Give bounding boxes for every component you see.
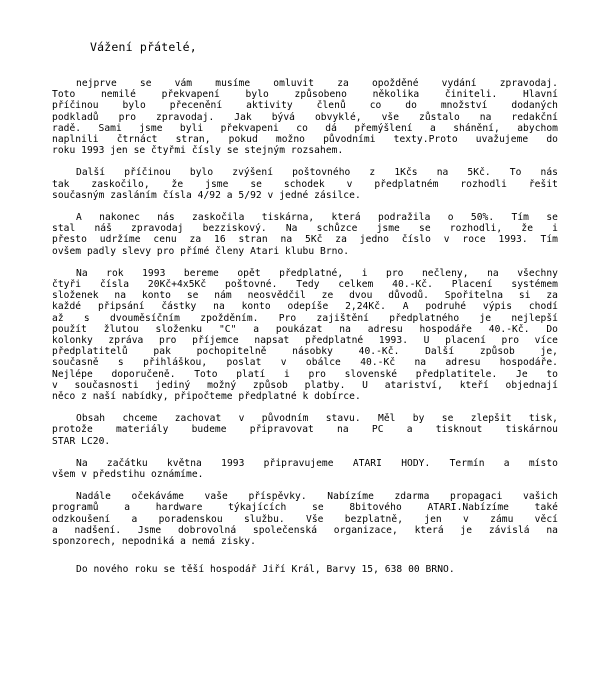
paragraph-subscription: [52, 268, 558, 402]
text-line: Nejlépe doporučeně. Toto platí i pro slovenské předplatitele. Je to: [52, 368, 558, 380]
text-line: naplnili čtrnáct stran, pokud možno původními texty.Proto uvažujeme do: [52, 134, 558, 146]
paragraph-postage: [52, 167, 558, 201]
text-line: sponzorech, nepodniká a nemá zisky.: [52, 536, 256, 547]
text-line: příčinou bylo přecenění aktivity členů co do množství dodaných: [52, 100, 558, 112]
text-line: A nakonec nás zaskočila tiskárna, která podražila o 50%. Tím se: [76, 212, 558, 223]
text-line: současným zasláním čísla 4/92 a 5/92 v jedné zásilce.: [52, 189, 361, 201]
paragraph-closing: [52, 564, 558, 575]
text-line: Na rok 1993 bereme opět předplatné, i pro nečleny, na všechny: [76, 267, 558, 279]
text-line: roku 1993 jen se čtyřmi čísly se stejným rozsahem.: [52, 145, 344, 157]
text-line: Nadále očekáváme vaše příspěvky. Nabízíme zdarma propagaci vašich: [76, 491, 558, 503]
text-line: programů a hardware týkajících se 8bitového ATARI.Nabízíme také: [52, 502, 558, 514]
paragraph-printer: [52, 212, 558, 257]
text-line: předplatitelů pak pochopitelně násobky 40.-Kč. Další způsob je,: [52, 346, 558, 358]
text-line: nejprve se vám musíme omluvit za opožděné vydání zpravodaj.: [76, 78, 558, 89]
text-line: ovšem padly slevy pro přímé členy Atari klubu Brno.: [52, 245, 350, 257]
paragraph-apology: [52, 78, 558, 156]
salutation: Vážení přátelé,: [90, 40, 197, 54]
text-line: radě. Sami jsme byli překvapeni co dá přemýšlení a shánění, abychom: [52, 122, 558, 134]
text-line: každé připsání částky na konto odepíše 2,24Kč. A podruhé výpis chodí: [52, 301, 558, 313]
paragraph-atari-hody: [52, 458, 558, 480]
text-line: a nadšení. Jsme dobrovolná společenská organizace, která je závislá na: [52, 524, 558, 536]
text-line: tak zaskočilo, že jsme se schodek v předplatném rozhodli řešit: [52, 178, 558, 190]
text-line: Toto nemilé překvapení bylo způsobeno několika činiteli. Hlavní: [52, 89, 558, 101]
text-line: STAR LC20.: [52, 435, 111, 447]
text-line: Do nového roku se těší hospodář Jiří Král, Barvy 15, 638 00 BRNO.: [76, 564, 455, 576]
paragraph-contributions: [52, 491, 558, 547]
text-line: až s dvouměsíčním zpožděním. Pro zajištění předplatného je nejlepší: [52, 312, 558, 324]
text-line: všem v předstihu oznámíme.: [52, 469, 204, 480]
text-line: čtyři čísla 20Kč+4x5Kč poštovné. Tedy celkem 40.-Kč. Placení systémem: [52, 279, 558, 290]
text-line: stal náš zpravodaj bezziskový. Na schůzce jsme se rozhodli, že i: [52, 223, 558, 235]
text-line: Další příčinou bylo zvýšení poštovného z 1Kčs na 5Kč. To nás: [76, 167, 558, 179]
text-line: Na začátku května 1993 připravujeme ATARI HODY. Termín a místo: [76, 457, 558, 469]
paragraph-content: [52, 413, 558, 447]
text-line: protože materiály budeme připravovat na PC a tisknout tiskárnou: [52, 424, 558, 436]
text-line: kolonky zpráva pro příjemce napsat předplatné 1993. U placení pro více: [52, 335, 558, 347]
text-line: podkladů pro zpravodaj. Jak bývá obvyklé, vše zůstalo na redakční: [52, 111, 558, 123]
text-line: něco z naší nabídky, připočteme předplatné k dobírce.: [52, 391, 361, 403]
text-line: odzkoušení a poradenskou službu. Vše bezplatně, jen v zámu věcí: [52, 513, 558, 525]
text-line: použít žlutou složenku "C" a poukázat na adresu hospodáře 40.-Kč. Do: [52, 323, 558, 335]
text-line: současně s přihláškou, poslat v obálce 40.-Kč na adresu hospodáře.: [52, 357, 558, 369]
text-line: složenek na konto se nám neosvědčil ze dvou důvodů. Spořitelna si za: [52, 290, 558, 302]
text-line: v současnosti jediný možný způsob platby. U atariství, kteří objednají: [52, 379, 558, 391]
text-line: přesto udržíme cenu za 16 stran na 5Kč za jedno číslo v roce 1993. Tím: [52, 234, 558, 246]
text-line: Obsah chceme zachovat v původním stavu. Měl by se zlepšit tisk,: [76, 413, 558, 425]
